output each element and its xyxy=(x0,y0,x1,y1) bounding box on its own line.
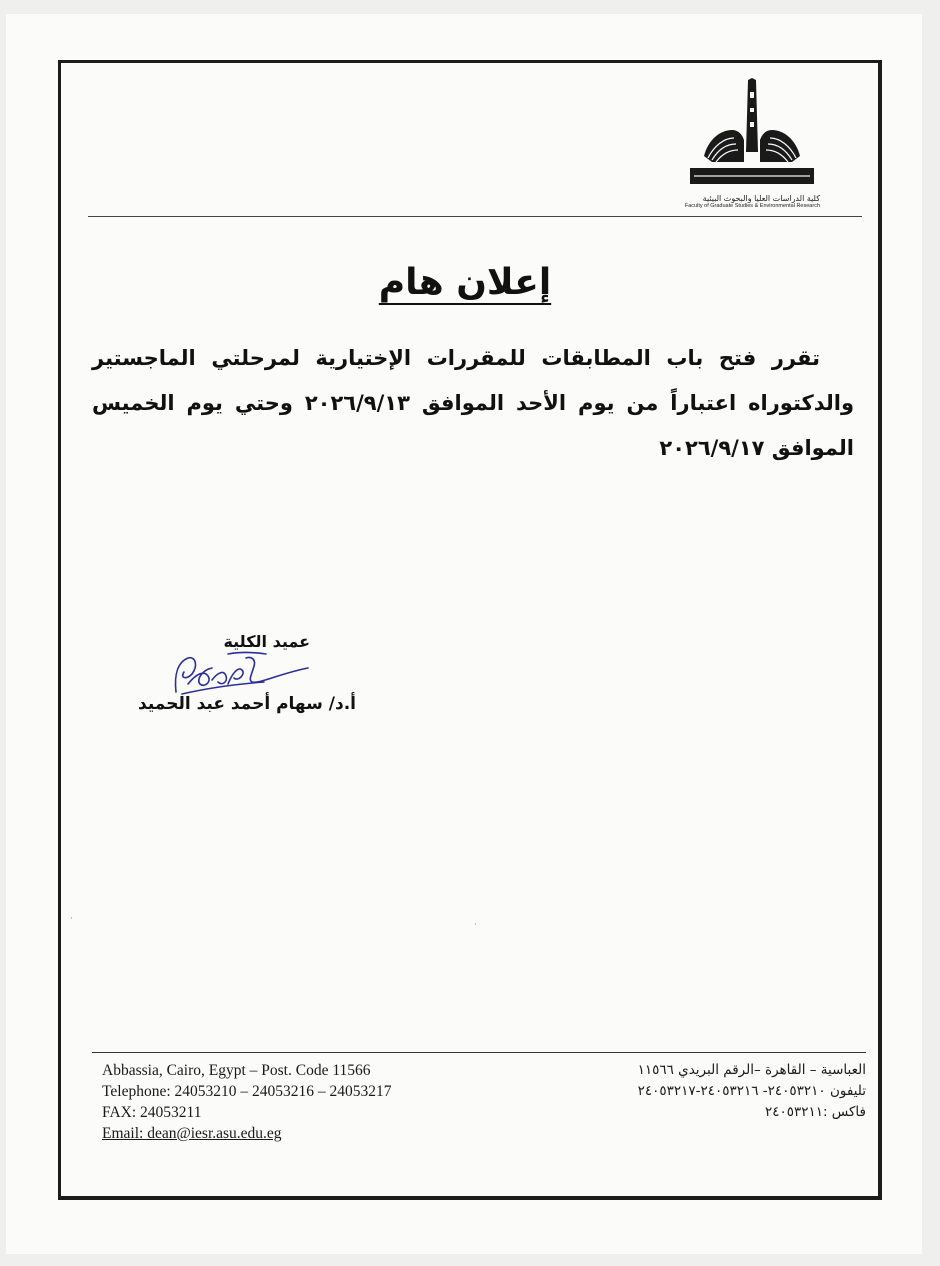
header-divider xyxy=(88,216,862,217)
announcement-title: إعلان هام xyxy=(378,262,552,303)
university-emblem-icon xyxy=(684,78,820,194)
announcement-body: تقرر فتح باب المطابقات للمقررات الإختيارية لمرحلتي الماجستير والدكتوراه اعتباراً من يوم الأحد الموافق ٢٠٢٦/٩/١٣ وحتي يوم الخميس الموافق ٢٠٢٦/٩/١٧ xyxy=(92,346,854,460)
scan-speck: · xyxy=(70,914,73,924)
signature-title: عميد الكلية xyxy=(223,632,310,651)
signatory-name: أ.د/ سهام أحمد عبد الحميد xyxy=(138,694,356,714)
footer-fax-en: FAX: 24053211 xyxy=(102,1104,202,1121)
faculty-logo xyxy=(684,78,820,212)
logo-english-faculty-name: Faculty of Graduate Studies & Environmental Research xyxy=(684,203,820,209)
footer-address-en: Abbassia, Cairo, Egypt – Post. Code 11566 xyxy=(102,1062,371,1079)
footer-divider xyxy=(92,1052,866,1053)
footer-arabic-contact xyxy=(520,1060,866,1123)
footer-address-ar: العباسية – القاهرة –الرقم البريدي ١١٥٦٦ xyxy=(637,1062,866,1078)
footer-telephone-ar: تليفون ٢٤٠٥٣٢١٠- ٢٤٠٥٣٢١٦-٢٤٠٥٣٢١٧ xyxy=(637,1083,866,1099)
footer-english-contact xyxy=(102,1060,462,1144)
logo-arabic-faculty-name: كلية الدراسات العليا والبحوث البيئية xyxy=(702,194,820,203)
footer-email-link[interactable]: Email: dean@iesr.asu.edu.eg xyxy=(102,1125,282,1142)
footer-fax-ar: فاكس :٢٤٠٥٣٢١١ xyxy=(764,1104,866,1120)
scan-speck: · xyxy=(474,920,477,930)
footer-telephone-en: Telephone: 24053210 – 24053216 – 24053217 xyxy=(102,1083,392,1100)
page-border xyxy=(58,60,882,1200)
